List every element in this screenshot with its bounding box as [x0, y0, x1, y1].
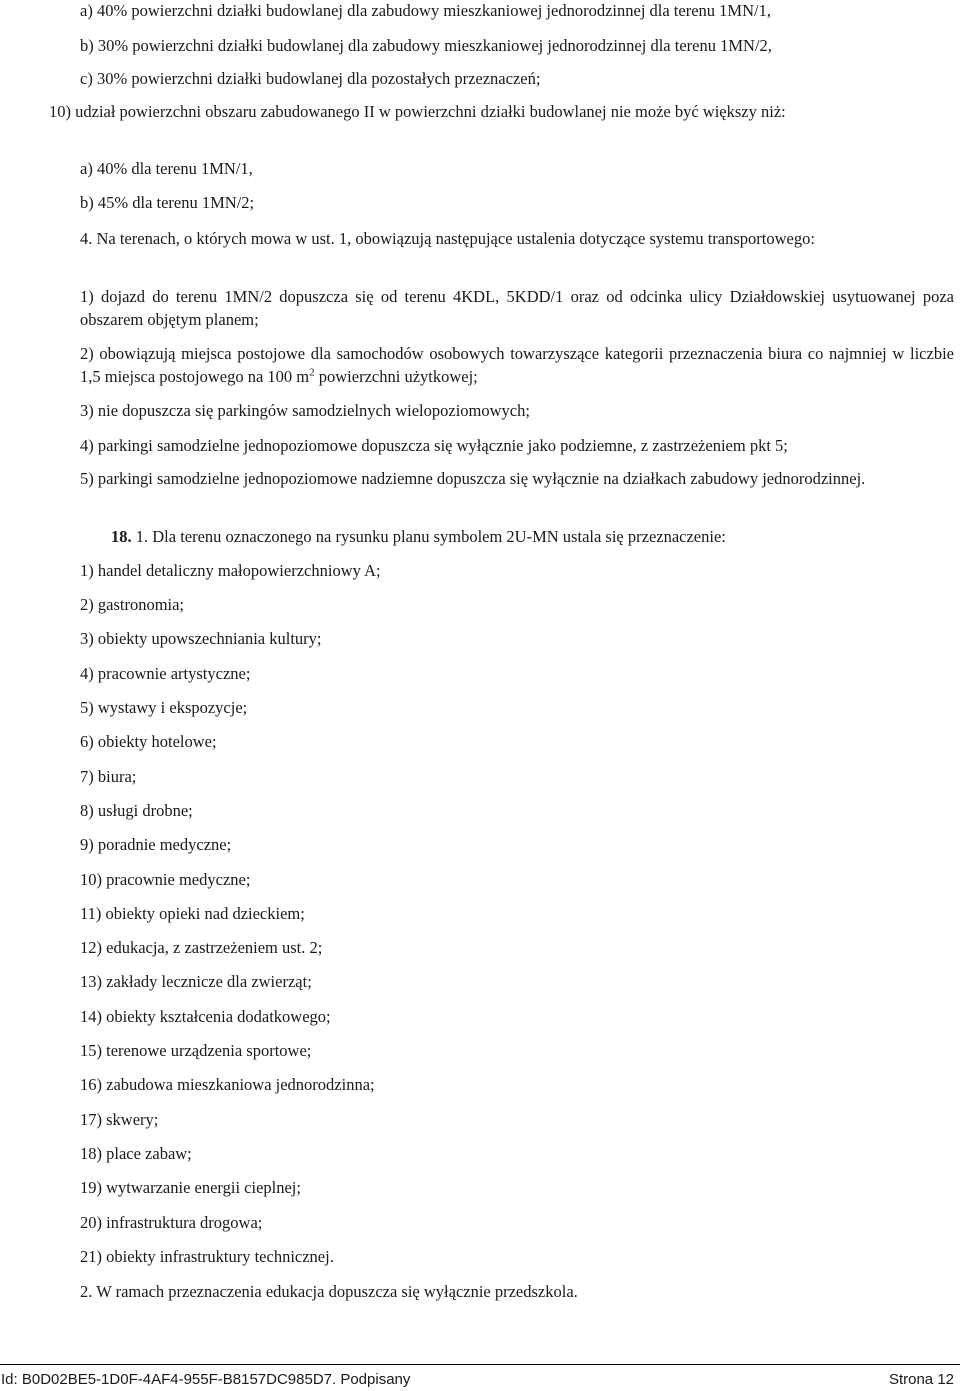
- section-18-item: 21) obiekty infrastruktury technicznej.: [80, 1247, 334, 1266]
- section-4-item-5: 5) parkingi samodzielne jednopoziomowe nadziemne dopuszcza się wyłącznie na działkach zabudowy jednorodzinnej.: [80, 469, 866, 488]
- section-18-item: 18) place zabaw;: [80, 1144, 192, 1163]
- section-18-item: 13) zakłady lecznicze dla zwierząt;: [80, 972, 312, 991]
- list-item-a: a) 40% powierzchni działki budowlanej dla zabudowy mieszkaniowej jednorodzinnej dla terenu 1MN/1,: [80, 1, 771, 20]
- section-18-item: 11) obiekty opieki nad dzieckiem;: [80, 904, 305, 923]
- section-18-item: 1) handel detaliczny małopowierzchniowy A;: [80, 561, 381, 580]
- section-18-number: 18.: [111, 527, 132, 546]
- section-18-item: 9) poradnie medyczne;: [80, 835, 232, 854]
- section-18-item: 6) obiekty hotelowe;: [80, 732, 217, 751]
- section-18-item: 16) zabudowa mieszkaniowa jednorodzinna;: [80, 1075, 375, 1094]
- section-18-heading: [111, 525, 726, 548]
- item-10: 10) udział powierzchni obszaru zabudowanego II w powierzchni działki budowlanej nie może być większy niż:: [49, 102, 786, 121]
- section-18-item: 8) usługi drobne;: [80, 801, 193, 820]
- section-18-item: 10) pracownie medyczne;: [80, 870, 251, 889]
- footer-divider: [0, 1364, 960, 1365]
- item-10-sub-b: b) 45% dla terenu 1MN/2;: [80, 193, 255, 212]
- section-4-item-4: 4) parkingi samodzielne jednopoziomowe dopuszcza się wyłącznie jako podziemne, z zastrzeżeniem pkt 5;: [80, 436, 788, 455]
- section-18-item: 20) infrastruktura drogowa;: [80, 1213, 263, 1232]
- superscript-2: 2: [309, 366, 315, 379]
- section-18-para-2: 2. W ramach przeznaczenia edukacja dopuszcza się wyłącznie przedszkola.: [80, 1282, 578, 1301]
- section-18-item: 4) pracownie artystyczne;: [80, 664, 251, 683]
- section-18-item: 12) edukacja, z zastrzeżeniem ust. 2;: [80, 938, 323, 957]
- section-4-item-2-text: 2) obowiązują miejsca postojowe dla samochodów osobowych towarzyszące kategorii przeznaczenia biura co najmniej w liczbie 1,5 miejsca postojowego na 100 m: [80, 344, 954, 386]
- list-item-c: c) 30% powierzchni działki budowlanej dla pozostałych przeznaczeń;: [80, 69, 541, 88]
- section-18-item: 14) obiekty kształcenia dodatkowego;: [80, 1007, 331, 1026]
- section-4-item-3: 3) nie dopuszcza się parkingów samodzielnych wielopoziomowych;: [80, 401, 530, 420]
- footer-page-number: Strona 12: [888, 1371, 954, 1388]
- section-4-item-2: [80, 342, 954, 388]
- section-18-item: 2) gastronomia;: [80, 595, 185, 614]
- section-4-item-2-tail: powierzchni użytkowej;: [314, 367, 478, 386]
- list-item-b: b) 30% powierzchni działki budowlanej dla zabudowy mieszkaniowej jednorodzinnej dla terenu 1MN/2,: [80, 36, 772, 55]
- section-4-item-1: 1) dojazd do terenu 1MN/2 dopuszcza się od terenu 4KDL, 5KDD/1 oraz od odcinka ulicy Działdowskiej usytuowanej poza obszarem objętym planem;: [80, 287, 954, 329]
- section-18-text: 1. Dla terenu oznaczonego na rysunku planu symbolem 2U-MN ustala się przeznaczenie:: [131, 527, 726, 546]
- section-18-item: 3) obiekty upowszechniania kultury;: [80, 629, 322, 648]
- item-10-sub-a: a) 40% dla terenu 1MN/1,: [80, 159, 253, 178]
- footer-document-id: Id: B0D02BE5-1D0F-4AF4-955F-B8157DC985D7. Podpisany: [1, 1371, 411, 1388]
- section-4-intro: 4. Na terenach, o których mowa w ust. 1, obowiązują następujące ustalenia dotyczące systemu transportowego:: [80, 229, 815, 248]
- section-18-item: 19) wytwarzanie energii cieplnej;: [80, 1178, 301, 1197]
- section-18-item: 15) terenowe urządzenia sportowe;: [80, 1041, 312, 1060]
- section-18-item: 17) skwery;: [80, 1110, 159, 1129]
- section-18-item: 5) wystawy i ekspozycje;: [80, 698, 248, 717]
- section-18-item: 7) biura;: [80, 767, 137, 786]
